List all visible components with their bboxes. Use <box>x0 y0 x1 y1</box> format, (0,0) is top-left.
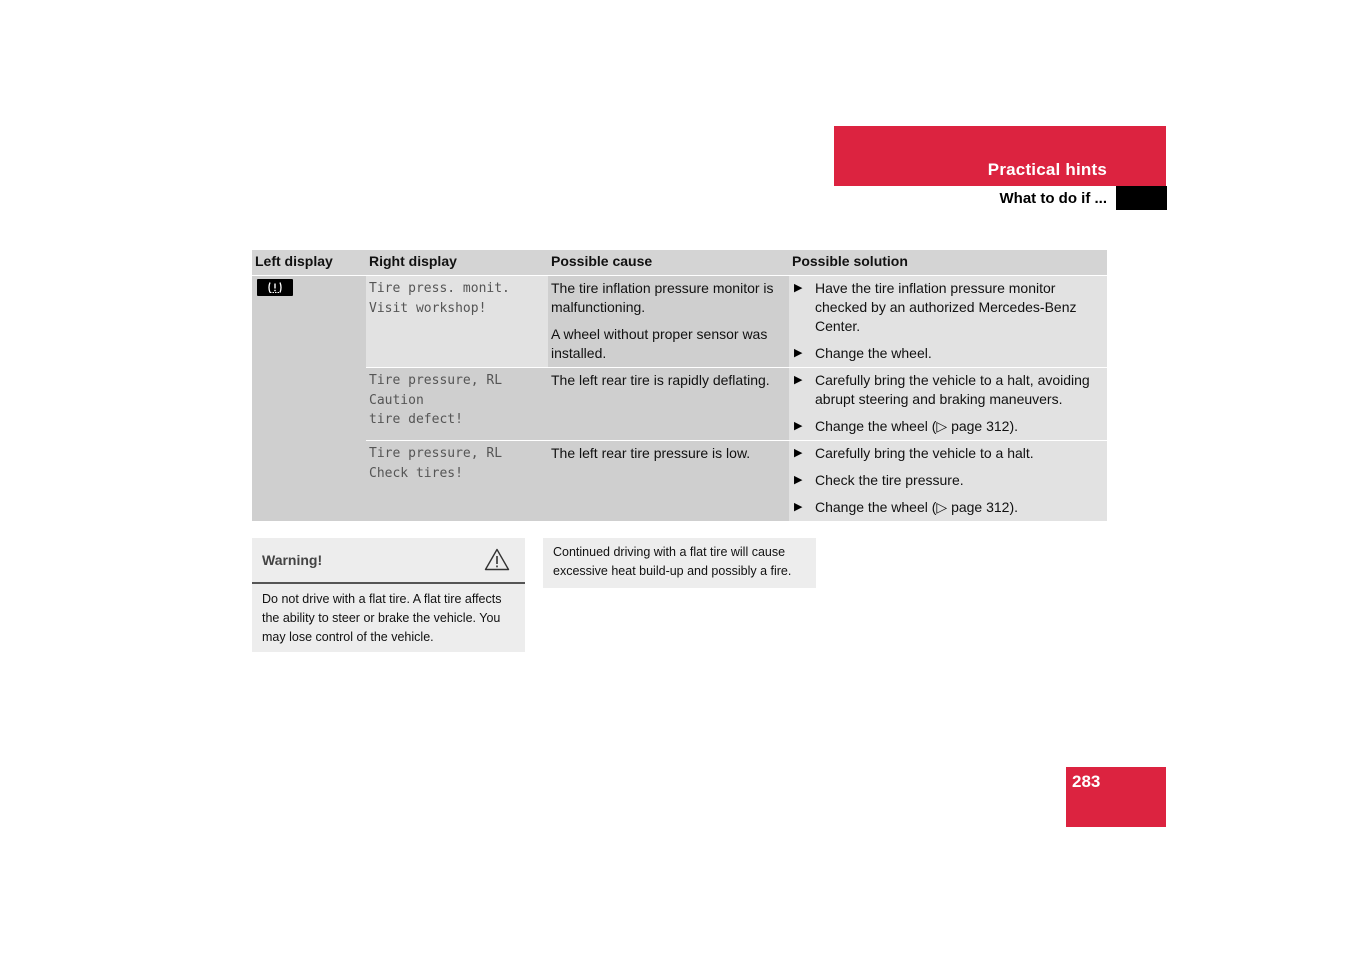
subsection-title: What to do if ... <box>999 190 1107 207</box>
cause-cell <box>548 441 789 522</box>
bullet-arrow-icon: ▶ <box>794 420 803 432</box>
warning-title: Warning! <box>262 552 323 568</box>
note-text: Continued driving with a flat tire will cause excessive heat build-up and possibly a fire. <box>553 545 792 578</box>
solution-cell <box>789 368 1107 441</box>
bullet-arrow-icon: ▶ <box>794 474 803 486</box>
message-table <box>252 250 1107 521</box>
warning-box <box>252 538 525 652</box>
warning-triangle-icon <box>484 548 510 576</box>
col-header-possible-cause: Possible cause <box>548 250 789 276</box>
table-row <box>252 368 1107 441</box>
bullet-arrow-icon: ▶ <box>794 501 803 513</box>
warning-header <box>252 538 525 584</box>
solution-item: ▶ Check the tire pressure. <box>794 472 964 488</box>
solution-item: ▶ Change the wheel. <box>794 345 932 361</box>
solution-cell <box>789 276 1107 368</box>
section-title: Practical hints <box>987 160 1107 179</box>
right-display-cell <box>366 441 548 522</box>
solution-cell <box>789 441 1107 522</box>
bullet-arrow-icon: ▶ <box>794 347 803 359</box>
table-row <box>252 276 1107 368</box>
page-number: 283 <box>1072 772 1101 791</box>
right-display-cell <box>366 276 548 368</box>
solution-item: ▶ Have the tire inflation pressure monitor checked by an authorized Mercedes-Benz Center. <box>794 280 1077 334</box>
solution-item: ▶ Carefully bring the vehicle to a halt, avoiding abrupt steering and braking maneuvers. <box>794 372 1090 407</box>
bullet-arrow-icon: ▶ <box>794 374 803 386</box>
page-number-box <box>1066 767 1166 827</box>
display-message: Tire pressure, RL Caution tire defect! <box>369 373 503 427</box>
table-row <box>252 441 1107 522</box>
cause-text: A wheel without proper sensor was installed. <box>551 326 768 361</box>
col-header-left-display: Left display <box>252 250 366 276</box>
table-header-row <box>252 250 1107 276</box>
display-message: Tire pressure, RL Check tires! <box>369 446 503 481</box>
left-display-cell <box>252 276 366 522</box>
solution-item: ▶ Carefully bring the vehicle to a halt. <box>794 445 1034 461</box>
note-box <box>543 538 816 588</box>
bullet-arrow-icon: ▶ <box>794 282 803 294</box>
cause-text: The left rear tire pressure is low. <box>551 445 751 461</box>
bullet-arrow-icon: ▶ <box>794 447 803 459</box>
solution-item: ▶ Change the wheel (▷ page 312). <box>794 418 1019 434</box>
col-header-right-display: Right display <box>366 250 548 276</box>
section-header-bar <box>834 126 1166 186</box>
right-display-cell <box>366 368 548 441</box>
tire-pressure-warning-icon <box>257 279 293 296</box>
cause-cell <box>548 276 789 368</box>
cause-cell <box>548 368 789 441</box>
cause-text: The tire inflation pressure monitor is malfunctioning. <box>551 280 774 315</box>
warning-text: Do not drive with a flat tire. A flat tire affects the ability to steer or brake the vehicle. You may lose control of the vehicle. <box>262 592 502 644</box>
col-header-possible-solution: Possible solution <box>789 250 1107 276</box>
cause-text: The left rear tire is rapidly deflating. <box>551 372 770 388</box>
section-tab-marker <box>1116 186 1167 210</box>
display-message: Tire press. monit. Visit workshop! <box>369 281 510 316</box>
solution-item: ▶ Change the wheel (▷ page 312). <box>794 499 1019 515</box>
